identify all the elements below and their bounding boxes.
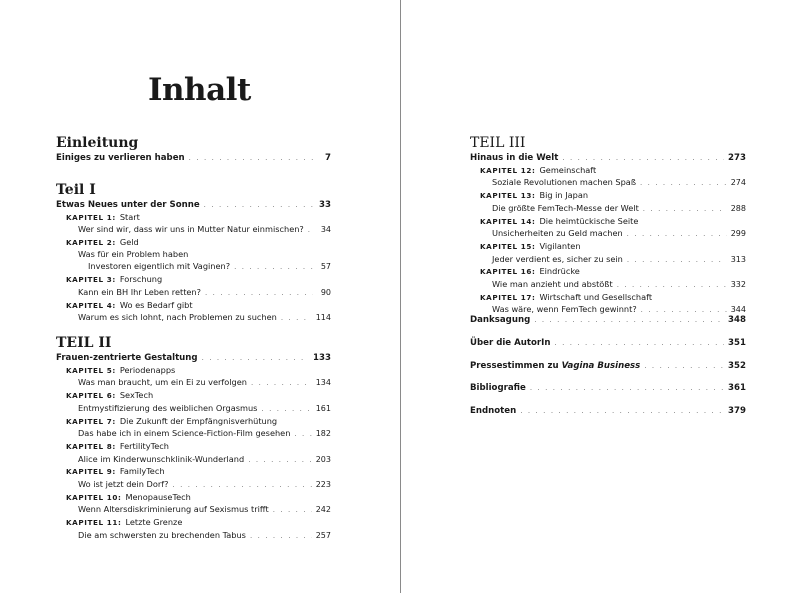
leader-dots bbox=[627, 228, 727, 241]
leader-dots bbox=[643, 203, 727, 216]
toc-entry[interactable] bbox=[56, 376, 331, 390]
section-teil-3 bbox=[470, 135, 746, 317]
chapter-label: KAPITEL 2: Geld bbox=[66, 237, 139, 248]
leader-dots bbox=[202, 352, 309, 365]
leader-dots bbox=[251, 377, 312, 390]
toc-entry-page: 7 bbox=[325, 153, 331, 163]
toc-entry[interactable] bbox=[56, 427, 331, 441]
chapter-label: KAPITEL 17: Wirtschaft und Gesellschaft bbox=[480, 291, 653, 302]
section-einleitung bbox=[56, 135, 331, 165]
toc-entry[interactable] bbox=[56, 286, 331, 300]
toc-entry-label: Unsicherheiten zu Geld machen bbox=[492, 228, 623, 239]
toc-entry-label: Jeder verdient es, sicher zu sein bbox=[492, 253, 623, 264]
toc-entry-page: 361 bbox=[728, 383, 746, 394]
chapter-label: KAPITEL 1: Start bbox=[66, 211, 140, 222]
chapter-label: KAPITEL 4: Wo es Bedarf gibt bbox=[66, 299, 193, 310]
toc-entry-label: Alice im Kinderwunschklinik-Wunderland bbox=[78, 453, 245, 464]
chapter-label: KAPITEL 13: Big in Japan bbox=[480, 190, 589, 201]
toc-entry-label: Kann ein BH Ihr Leben retten? bbox=[78, 286, 201, 297]
toc-entry[interactable] bbox=[470, 202, 746, 216]
toc-entry-page: 114 bbox=[315, 313, 331, 323]
toc-entry[interactable] bbox=[56, 260, 331, 274]
toc-entry-page: 33 bbox=[319, 200, 331, 210]
toc-entry-page: 352 bbox=[728, 360, 746, 371]
chapter-label: KAPITEL 8: FertilityTech bbox=[66, 440, 169, 451]
toc-entry[interactable] bbox=[470, 227, 746, 241]
leader-dots bbox=[248, 454, 312, 467]
chapter-label: KAPITEL 3: Forschung bbox=[66, 274, 163, 285]
leader-dots bbox=[294, 428, 311, 441]
leader-dots bbox=[308, 224, 313, 237]
toc-entry-label: Hinaus in die Welt bbox=[470, 153, 559, 163]
toc-entry-page: 288 bbox=[730, 203, 746, 213]
toc-entry-page: 57 bbox=[320, 262, 331, 272]
toc-entry-label: Einiges zu verlieren haben bbox=[56, 153, 185, 163]
toc-entry-page: 90 bbox=[320, 287, 331, 297]
chapter-label: KAPITEL 14: Die heimtückische Seite bbox=[480, 215, 639, 226]
leader-dots bbox=[189, 152, 313, 165]
section-teil-1 bbox=[56, 182, 331, 325]
toc-entry-autorin[interactable] bbox=[470, 337, 746, 350]
leader-dots bbox=[205, 287, 313, 300]
toc-entry-label: Entmystifizierung des weiblichen Orgasmus bbox=[78, 402, 258, 413]
toc-entry-page: 348 bbox=[728, 315, 746, 325]
toc-entry-page: 182 bbox=[315, 429, 331, 439]
toc-entry-page: 134 bbox=[315, 378, 331, 388]
leader-dots bbox=[617, 279, 727, 292]
section-backmatter bbox=[470, 314, 746, 418]
leader-dots bbox=[562, 152, 724, 165]
toc-entry[interactable] bbox=[470, 176, 746, 190]
toc-entry-page: 379 bbox=[728, 406, 746, 417]
section-heading: TEIL II bbox=[56, 335, 112, 351]
toc-entry-page: 332 bbox=[730, 279, 746, 289]
toc-entry-bibliografie[interactable] bbox=[470, 382, 746, 395]
toc-entry-endnoten[interactable] bbox=[470, 405, 746, 418]
toc-entry-page: 351 bbox=[728, 337, 746, 348]
leader-dots bbox=[640, 177, 727, 190]
toc-entry-label: Über die AutorIn bbox=[470, 337, 551, 348]
leader-dots bbox=[234, 261, 313, 274]
toc-entry-page: 257 bbox=[315, 530, 331, 540]
toc-entry-page: 274 bbox=[730, 178, 746, 188]
toc-entry[interactable] bbox=[56, 503, 331, 517]
toc-entry-page: 313 bbox=[730, 254, 746, 264]
toc-entry[interactable] bbox=[56, 152, 331, 165]
chapter-label: KAPITEL 9: FamilyTech bbox=[66, 466, 165, 477]
leader-dots bbox=[273, 504, 312, 517]
toc-entry-page: 161 bbox=[315, 403, 331, 413]
toc-entry-page: 203 bbox=[315, 454, 331, 464]
toc-entry[interactable] bbox=[56, 478, 331, 492]
toc-entry[interactable] bbox=[470, 278, 746, 292]
toc-entry[interactable] bbox=[56, 352, 331, 365]
page-title: Inhalt bbox=[148, 72, 251, 108]
chapter-label: KAPITEL 5: Periodenapps bbox=[66, 364, 176, 375]
toc-entry-danksagung[interactable] bbox=[470, 314, 746, 327]
toc-entry-label: Danksagung bbox=[470, 315, 531, 325]
toc-entry-page: 133 bbox=[313, 353, 331, 363]
chapter-label: KAPITEL 12: Gemeinschaft bbox=[480, 164, 597, 175]
toc-entry[interactable] bbox=[56, 199, 331, 212]
toc-entry-page: 273 bbox=[728, 153, 746, 163]
toc-entry[interactable] bbox=[56, 453, 331, 467]
leader-dots bbox=[172, 479, 311, 492]
toc-entry-page: 299 bbox=[730, 229, 746, 239]
leader-dots bbox=[644, 360, 724, 373]
toc-entry[interactable] bbox=[56, 311, 331, 325]
toc-entry-label: Investoren eigentlich mit Vaginen? bbox=[88, 261, 231, 272]
toc-entry[interactable] bbox=[56, 223, 331, 237]
leader-dots bbox=[261, 403, 311, 416]
leader-dots bbox=[520, 405, 724, 418]
section-heading: Einleitung bbox=[56, 135, 139, 151]
toc-entry-page: 34 bbox=[320, 225, 331, 235]
toc-entry-label: Was wäre, wenn FemTech gewinnt? bbox=[492, 304, 637, 315]
toc-entry-label: Endnoten bbox=[470, 406, 517, 417]
leader-dots bbox=[554, 337, 724, 350]
toc-entry-label: Das habe ich in einem Science-Fiction-Film gesehen bbox=[78, 428, 291, 439]
section-teil-2 bbox=[56, 335, 331, 543]
toc-entry[interactable] bbox=[56, 402, 331, 416]
toc-entry-page: 242 bbox=[315, 505, 331, 515]
chapter-label: KAPITEL 15: Vigilanten bbox=[480, 240, 581, 251]
toc-entry-page: 223 bbox=[315, 479, 331, 489]
toc-entry-label: Wer sind wir, dass wir uns in Mutter Natur einmischen? bbox=[78, 224, 304, 235]
chapter-label: KAPITEL 6: SexTech bbox=[66, 390, 154, 401]
toc-entry-label: Wo ist jetzt dein Dorf? bbox=[78, 478, 169, 489]
leader-dots bbox=[627, 254, 727, 267]
toc-entry-label: Frauen-zentrierte Gestaltung bbox=[56, 353, 198, 363]
chapter-label: KAPITEL 7: Die Zukunft der Empfängnisverhütung bbox=[66, 415, 278, 426]
toc-entry-label: Die am schwersten zu brechenden Tabus bbox=[78, 529, 246, 540]
leader-dots bbox=[530, 382, 724, 395]
leader-dots bbox=[204, 199, 313, 212]
toc-entry-label: Was man braucht, um ein Ei zu verfolgen bbox=[78, 377, 247, 388]
chapter-label: KAPITEL 10: MenopauseTech bbox=[66, 491, 191, 502]
toc-entry-label: Bibliografie bbox=[470, 383, 526, 394]
toc-entry-label: Soziale Revolutionen machen Spaß bbox=[492, 177, 636, 188]
toc-entry-label: Die größte FemTech-Messe der Welt bbox=[492, 202, 639, 213]
toc-entry-label: Wenn Altersdiskriminierung auf Sexismus trifft bbox=[78, 504, 269, 515]
chapter-label: KAPITEL 16: Eindrücke bbox=[480, 266, 580, 277]
section-heading: TEIL III bbox=[470, 135, 526, 151]
toc-entry-label: Warum es sich lohnt, nach Problemen zu suchen bbox=[78, 312, 277, 323]
leader-dots bbox=[281, 312, 312, 325]
leader-dots bbox=[534, 314, 724, 327]
toc-entry-label: Pressestimmen zu Vagina Business bbox=[470, 360, 641, 371]
toc-entry[interactable] bbox=[470, 152, 746, 165]
toc-entry-page: 344 bbox=[730, 305, 746, 315]
leader-dots bbox=[250, 530, 312, 543]
toc-entry-pressestimmen[interactable] bbox=[470, 360, 746, 373]
toc-entry[interactable] bbox=[470, 253, 746, 267]
chapter-subtitle-line: Was für ein Problem haben bbox=[78, 248, 189, 259]
toc-entry[interactable] bbox=[56, 529, 331, 543]
section-heading: Teil I bbox=[56, 182, 96, 198]
toc-entry-label: Etwas Neues unter der Sonne bbox=[56, 200, 200, 210]
chapter-label: KAPITEL 11: Letzte Grenze bbox=[66, 517, 183, 528]
right-page bbox=[401, 0, 800, 593]
toc-entry-label: Wie man anzieht und abstößt bbox=[492, 278, 613, 289]
